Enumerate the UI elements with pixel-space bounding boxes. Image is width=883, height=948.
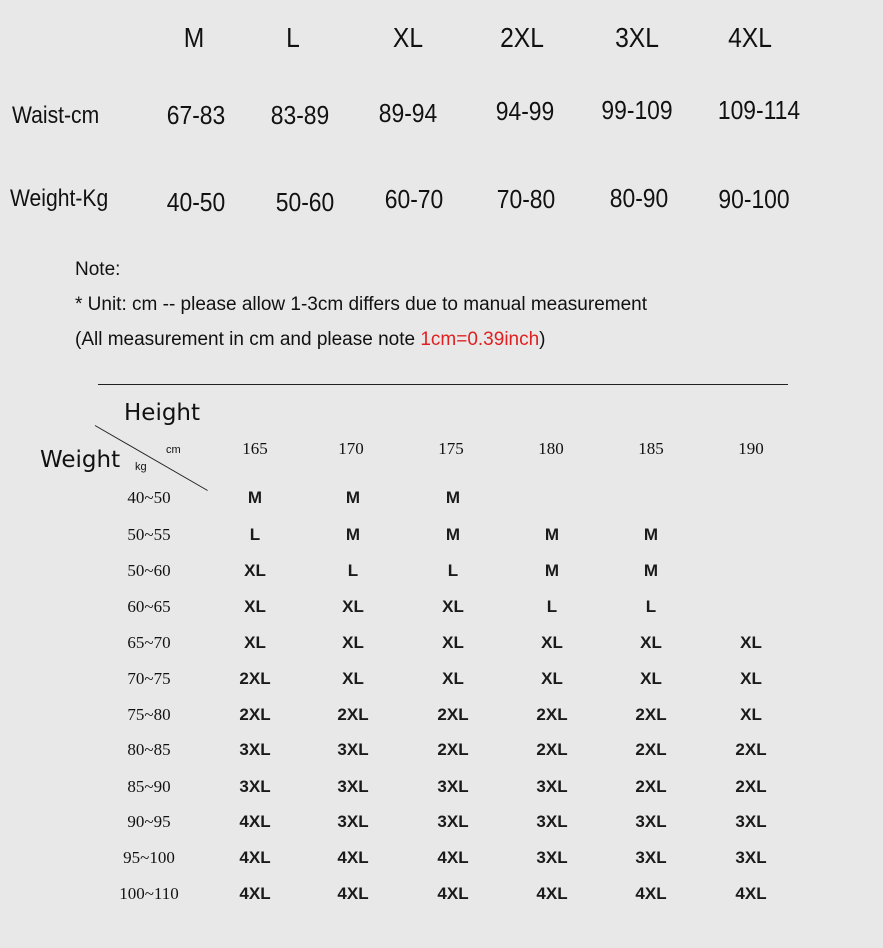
size-cell: XL bbox=[244, 561, 266, 580]
size-cell: 4XL bbox=[239, 848, 271, 867]
note-line2-suffix: ) bbox=[539, 329, 546, 350]
size-cell: XL bbox=[442, 597, 464, 616]
weight-value: 60-70 bbox=[384, 184, 444, 214]
size-cell: M bbox=[345, 488, 361, 507]
size-cell: XL bbox=[342, 633, 364, 652]
size-cell: XL bbox=[342, 669, 364, 688]
height-header: 185 bbox=[638, 439, 664, 458]
weight-range-label: 50~55 bbox=[127, 525, 171, 544]
size-cell: 2XL bbox=[635, 705, 667, 724]
weight-value: 80-90 bbox=[609, 183, 669, 213]
size-cell: XL bbox=[640, 633, 662, 652]
size-cell: 4XL bbox=[337, 884, 369, 903]
waist-value: 83-89 bbox=[270, 100, 330, 130]
size-cell: 2XL bbox=[437, 705, 469, 724]
size-cell: 2XL bbox=[437, 740, 469, 759]
size-cell: XL bbox=[244, 633, 266, 652]
size-cell: XL bbox=[740, 633, 762, 652]
waist-label: Waist-cm bbox=[12, 102, 100, 129]
size-cell: 3XL bbox=[635, 812, 667, 831]
size-cell: XL bbox=[541, 633, 563, 652]
note-line-conversion bbox=[75, 329, 546, 351]
weight-value: 40-50 bbox=[166, 187, 226, 217]
weight-axis-label: Weight bbox=[40, 447, 121, 473]
size-cell: 3XL bbox=[635, 848, 667, 867]
height-header: 190 bbox=[738, 439, 764, 458]
size-cell: M bbox=[247, 488, 263, 507]
size-cell: L bbox=[546, 597, 558, 616]
size-cell: L bbox=[347, 561, 359, 580]
size-cell: 4XL bbox=[239, 812, 271, 831]
weight-range-label: 80~85 bbox=[127, 740, 171, 759]
size-cell: 3XL bbox=[337, 777, 369, 796]
conversion-highlight: 1cm=0.39inch bbox=[420, 329, 540, 350]
size-cell: M bbox=[643, 525, 659, 544]
size-cell: 3XL bbox=[337, 740, 369, 759]
size-cell: XL bbox=[342, 597, 364, 616]
weight-range-label: 70~75 bbox=[127, 669, 171, 688]
weight-range-label: 40~50 bbox=[127, 488, 171, 507]
weight-value: 50-60 bbox=[275, 187, 335, 217]
size-cell: 2XL bbox=[536, 705, 568, 724]
weight-range-label: 100~110 bbox=[119, 884, 179, 903]
waist-value: 89-94 bbox=[378, 98, 438, 128]
size-cell: XL bbox=[442, 633, 464, 652]
size-cell: M bbox=[445, 525, 461, 544]
size-cell: 4XL bbox=[437, 848, 469, 867]
weight-range-label: 65~70 bbox=[127, 633, 171, 652]
weight-range-label: 50~60 bbox=[127, 561, 171, 580]
size-cell: 3XL bbox=[735, 812, 767, 831]
waist-value: 109-114 bbox=[717, 95, 801, 125]
size-cell: 2XL bbox=[239, 669, 271, 688]
height-header: 170 bbox=[338, 439, 364, 458]
size-cell: 2XL bbox=[536, 740, 568, 759]
waist-value: 67-83 bbox=[166, 100, 226, 130]
weight-range-label: 75~80 bbox=[127, 705, 171, 724]
size-cell: XL bbox=[541, 669, 563, 688]
height-header: 165 bbox=[242, 439, 268, 458]
size-cell: 2XL bbox=[735, 740, 767, 759]
note-title: Note: bbox=[75, 259, 121, 280]
size-cell: M bbox=[544, 525, 560, 544]
size-cell: 4XL bbox=[239, 884, 271, 903]
size-header: 2XL bbox=[500, 22, 544, 53]
waist-value: 99-109 bbox=[601, 95, 673, 125]
note-line-unit: * Unit: cm -- please allow 1-3cm differs due to manual measurement bbox=[75, 294, 648, 315]
height-unit-label: cm bbox=[166, 444, 181, 456]
size-header: M bbox=[183, 22, 205, 53]
size-header: 3XL bbox=[615, 22, 659, 53]
size-cell: XL bbox=[442, 669, 464, 688]
size-cell: 4XL bbox=[437, 884, 469, 903]
size-cell: 2XL bbox=[337, 705, 369, 724]
size-header: XL bbox=[392, 22, 424, 53]
size-cell: 3XL bbox=[536, 777, 568, 796]
weight-range-label: 90~95 bbox=[127, 812, 171, 831]
weight-range-label: 60~65 bbox=[127, 597, 171, 616]
size-cell: 2XL bbox=[239, 705, 271, 724]
size-cell: L bbox=[249, 525, 261, 544]
size-header: 4XL bbox=[728, 22, 772, 53]
size-cell: M bbox=[643, 561, 659, 580]
size-cell: L bbox=[645, 597, 657, 616]
size-cell: XL bbox=[740, 705, 762, 724]
size-cell: 2XL bbox=[635, 777, 667, 796]
size-cell: M bbox=[544, 561, 560, 580]
height-header: 180 bbox=[538, 439, 564, 458]
size-cell: 3XL bbox=[239, 777, 271, 796]
size-header: L bbox=[286, 22, 300, 53]
size-cell: M bbox=[345, 525, 361, 544]
weight-value: 90-100 bbox=[718, 184, 790, 214]
size-cell: 3XL bbox=[536, 848, 568, 867]
size-cell: 3XL bbox=[536, 812, 568, 831]
height-axis-label: Height bbox=[124, 400, 201, 426]
note-line2-prefix: (All measurement in cm and please note bbox=[75, 329, 421, 350]
size-cell: L bbox=[447, 561, 459, 580]
size-cell: M bbox=[445, 488, 461, 507]
weight-unit-label: kg bbox=[135, 461, 147, 473]
waist-value: 94-99 bbox=[495, 96, 555, 126]
size-cell: 2XL bbox=[735, 777, 767, 796]
height-header: 175 bbox=[438, 439, 464, 458]
size-cell: 3XL bbox=[437, 812, 469, 831]
size-cell: 3XL bbox=[239, 740, 271, 759]
size-cell: 4XL bbox=[635, 884, 667, 903]
weight-value: 70-80 bbox=[496, 184, 556, 214]
size-cell: XL bbox=[640, 669, 662, 688]
weight-range-label: 85~90 bbox=[127, 777, 171, 796]
size-cell: 4XL bbox=[735, 884, 767, 903]
size-cell: 2XL bbox=[635, 740, 667, 759]
size-cell: 4XL bbox=[337, 848, 369, 867]
section-divider bbox=[98, 384, 788, 385]
weight-label: Weight-Kg bbox=[10, 185, 109, 212]
size-cell: XL bbox=[244, 597, 266, 616]
size-cell: 3XL bbox=[337, 812, 369, 831]
weight-range-label: 95~100 bbox=[123, 848, 175, 867]
size-cell: 4XL bbox=[536, 884, 568, 903]
size-cell: XL bbox=[740, 669, 762, 688]
size-cell: 3XL bbox=[735, 848, 767, 867]
size-cell: 3XL bbox=[437, 777, 469, 796]
